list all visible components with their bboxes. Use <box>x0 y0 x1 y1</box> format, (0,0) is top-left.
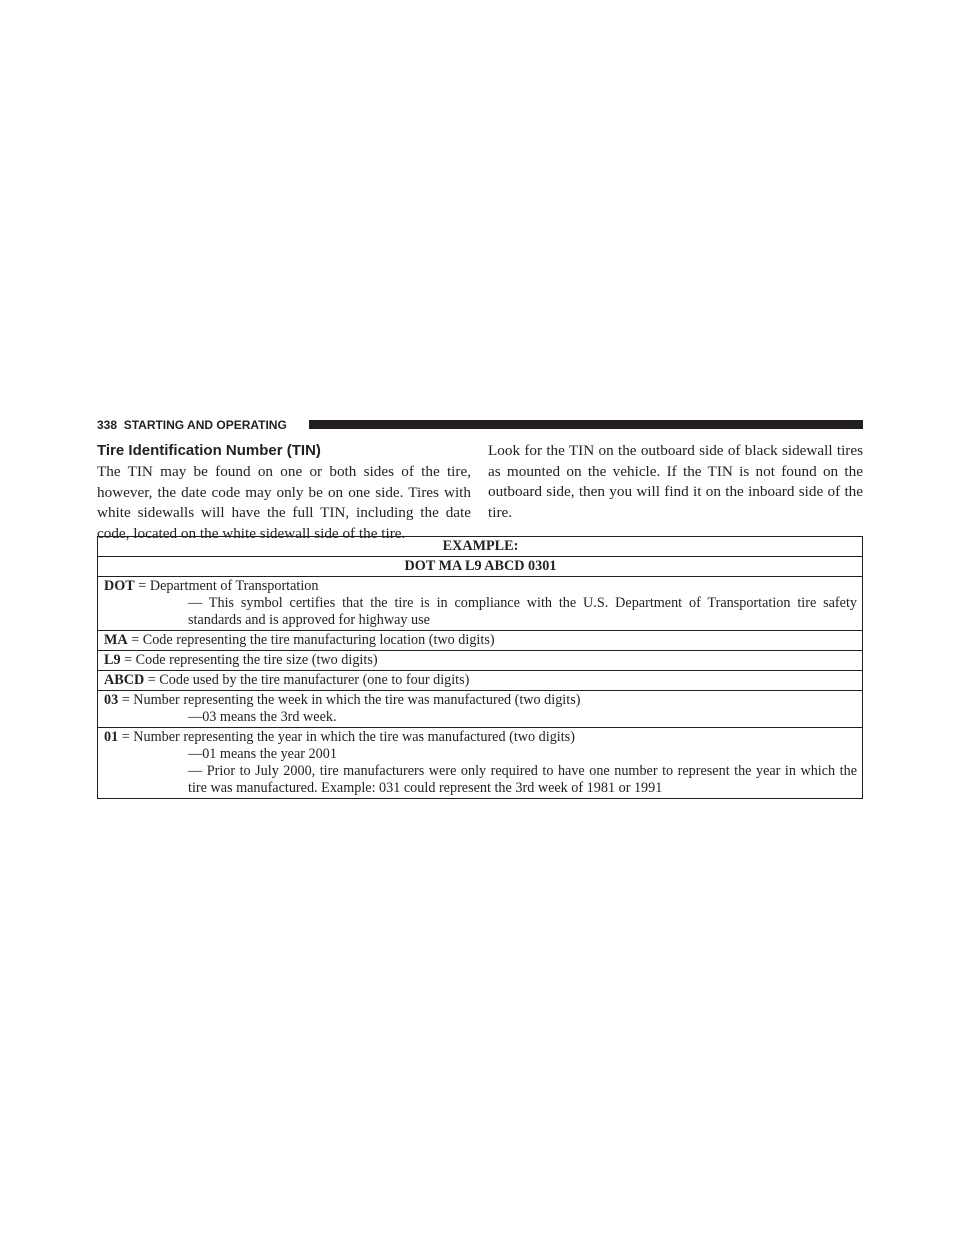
example-code: DOT MA L9 ABCD 0301 <box>98 557 863 577</box>
table-row <box>98 671 863 691</box>
table-heading: EXAMPLE: <box>98 537 863 557</box>
table-cell <box>98 671 863 691</box>
row-line <box>104 632 857 649</box>
section-name: STARTING AND OPERATING <box>123 418 287 432</box>
code-description: = Code representing the tire manufacturing location (two digits) <box>127 632 495 648</box>
table-row <box>98 651 863 671</box>
tin-example-table <box>97 536 863 799</box>
page-header <box>97 417 863 433</box>
table-cell <box>98 651 863 671</box>
code-description: = Code representing the tire size (two digits) <box>120 652 378 668</box>
row-note: —03 means the 3rd week. <box>188 709 337 725</box>
code-description: = Number representing the week in which the tire was manufactured (two digits) <box>118 692 581 708</box>
table-cell <box>98 577 863 631</box>
table-row <box>98 691 863 728</box>
code-description: = Code used by the tire manufacturer (one to four digits) <box>144 672 470 688</box>
code-label: 03 <box>104 692 119 708</box>
table-row <box>98 728 863 799</box>
row-line <box>104 652 857 669</box>
left-paragraph: The TIN may be found on one or both sides of the tire, however, the date code may only be on one side. Tires with white sidewalls will have the full TIN, including the date code, located on the white sidewall side of the tire. <box>97 463 471 542</box>
table-cell <box>98 691 863 728</box>
page-header-text <box>97 417 287 433</box>
section-title: Tire Identification Number (TIN) <box>97 442 321 459</box>
table-row <box>98 577 863 631</box>
code-label: MA <box>104 632 128 648</box>
table-heading-row <box>98 537 863 557</box>
code-description: = Department of Transportation <box>134 578 319 594</box>
row-note: — Prior to July 2000, tire manufacturers were only required to have one number to represent the year in which the tire was manufactured. Example: 031 could represent the 3rd week of 1981 or 1991 <box>188 763 857 796</box>
table-cell <box>98 631 863 651</box>
code-label: L9 <box>104 652 121 668</box>
code-description: = Number representing the year in which the tire was manufactured (two digits) <box>118 729 575 745</box>
row-line <box>104 692 857 709</box>
row-note: — This symbol certifies that the tire is in compliance with the U.S. Department of Transportation tire safety standards and is approved for highway use <box>188 595 857 628</box>
code-label: DOT <box>104 578 135 594</box>
example-code-row <box>98 557 863 577</box>
table-row <box>98 631 863 651</box>
page-number: 338 <box>97 418 118 432</box>
table-cell <box>98 728 863 799</box>
right-paragraph: Look for the TIN on the outboard side of black sidewall tires as mounted on the vehicle. If the TIN is not found on the outboard side, then you will find it on the inboard side of the tire. <box>488 442 863 521</box>
row-note: —01 means the year 2001 <box>188 746 337 762</box>
row-line <box>104 672 857 689</box>
code-label: ABCD <box>104 672 145 688</box>
row-line <box>104 578 857 595</box>
row-line <box>104 729 857 746</box>
code-label: 01 <box>104 729 119 745</box>
header-rule <box>309 420 863 429</box>
